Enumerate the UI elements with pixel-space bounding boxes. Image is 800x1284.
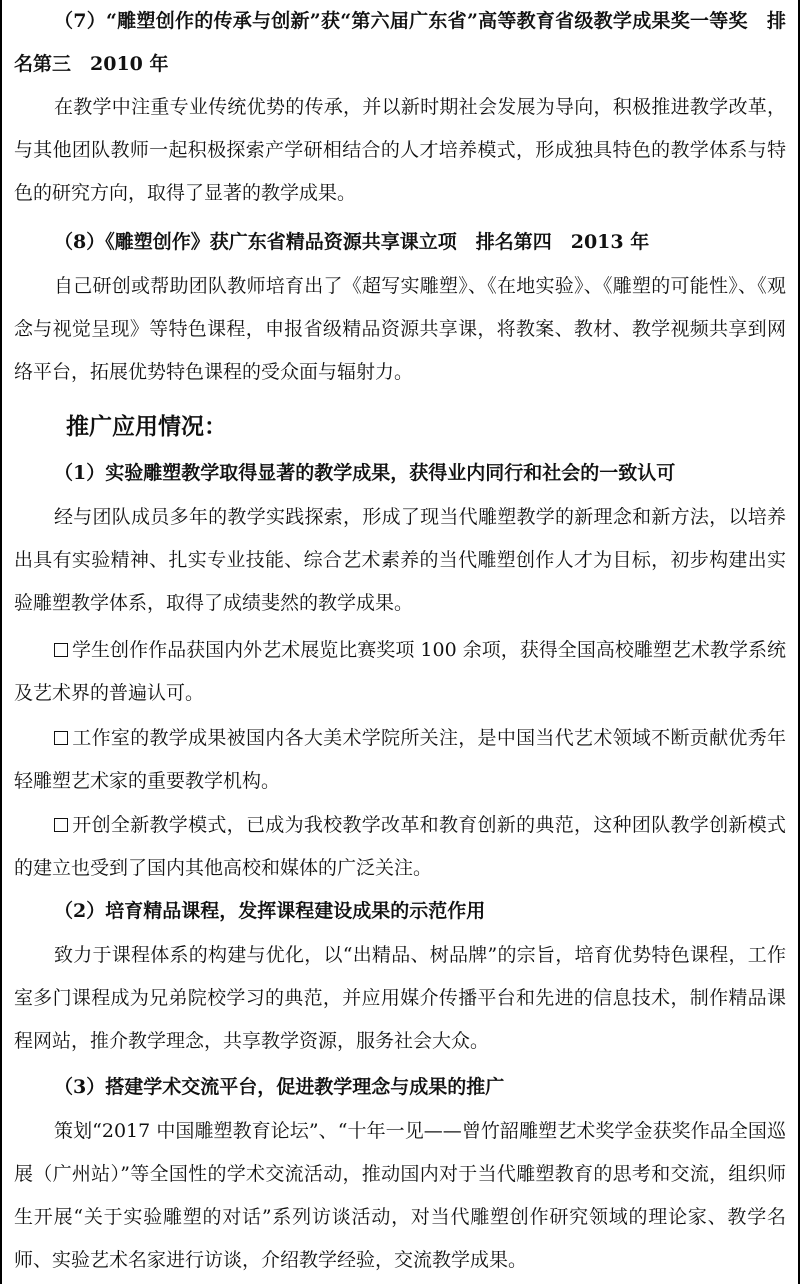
bullet-item — [14, 804, 786, 890]
checkbox-icon — [54, 731, 68, 745]
section-title: 推广应用情况： — [66, 413, 227, 440]
item-1-body: 经与团队成员多年的教学实践探索，形成了现当代雕塑教学的新理念和新方法，以培养出具有实验精神、扎实专业技能、综合艺术素养的当代雕塑创作人才为目标，初步构建出实验雕塑教学体系，取得了成绩斐然的教学成果。 — [14, 506, 786, 614]
item-3-body: 策划“2017 中国雕塑教育论坛”、“十年一见——曾竹韶雕塑艺术奖学金获奖作品全国巡展（广州站）”等全国性的学术交流活动，推动国内对于当代雕塑教育的思考和交流，组织师生开展“关于实验雕塑的对话”系列访谈活动，对当代雕塑创作研究领域的理论家、教学名师、实验艺术名家进行访谈，介绍教学经验，交流教学成果。 — [14, 1120, 786, 1271]
bullet-text: 学生创作作品获国内外艺术展览比赛奖项 100 余项，获得全国高校雕塑艺术教学系统及艺术界的普遍认可。 — [14, 639, 786, 704]
award-8-body: 自己研创或帮助团队教师培育出了《超写实雕塑》、《在地实验》、《雕塑的可能性》、《观念与视觉呈现》等特色课程，申报省级精品资源共享课，将教案、教材、教学视频共享到网络平台，拓展优势特色课程的受众面与辐射力。 — [14, 275, 786, 383]
bullet-text: 开创全新教学模式，已成为我校教学改革和教育创新的典范，这种团队教学创新模式的建立也受到了国内其他高校和媒体的广泛关注。 — [14, 814, 786, 879]
item-1-heading: （1）实验雕塑教学取得显著的教学成果，获得业内同行和社会的一致认可 — [54, 462, 676, 484]
award-8-heading: （8）《雕塑创作》获广东省精品资源共享课立项 排名第四 2013 年 — [54, 231, 650, 253]
checkbox-icon — [54, 643, 68, 657]
item-2-heading: （2）培育精品课程，发挥课程建设成果的示范作用 — [54, 900, 486, 922]
bullet-item — [14, 717, 786, 803]
checkbox-icon — [54, 818, 68, 832]
award-7-body: 在教学中注重专业传统优势的传承，并以新时期社会发展为导向，积极推进教学改革，与其他团队教师一起积极探索产学研相结合的人才培养模式，形成独具特色的教学体系与特色的研究方向，取得了显著的教学成果。 — [14, 96, 786, 204]
item-3-heading: （3）搭建学术交流平台，促进教学理念与成果的推广 — [54, 1076, 505, 1098]
award-7-heading: （7）“雕塑创作的传承与创新”获“第六届广东省”高等教育省级教学成果奖一等奖 排名第三 2010 年 — [14, 10, 786, 75]
bullet-text: 工作室的教学成果被国内各大美术学院所关注，是中国当代艺术领域不断贡献优秀年轻雕塑艺术家的重要教学机构。 — [14, 727, 786, 792]
item-2-body: 致力于课程体系的构建与优化，以“出精品、树品牌”的宗旨，培育优势特色课程，工作室多门课程成为兄弟院校学习的典范，并应用媒介传播平台和先进的信息技术，制作精品课程网站，推介教学理念，共享教学资源，服务社会大众。 — [14, 944, 786, 1052]
bullet-item — [14, 629, 786, 715]
